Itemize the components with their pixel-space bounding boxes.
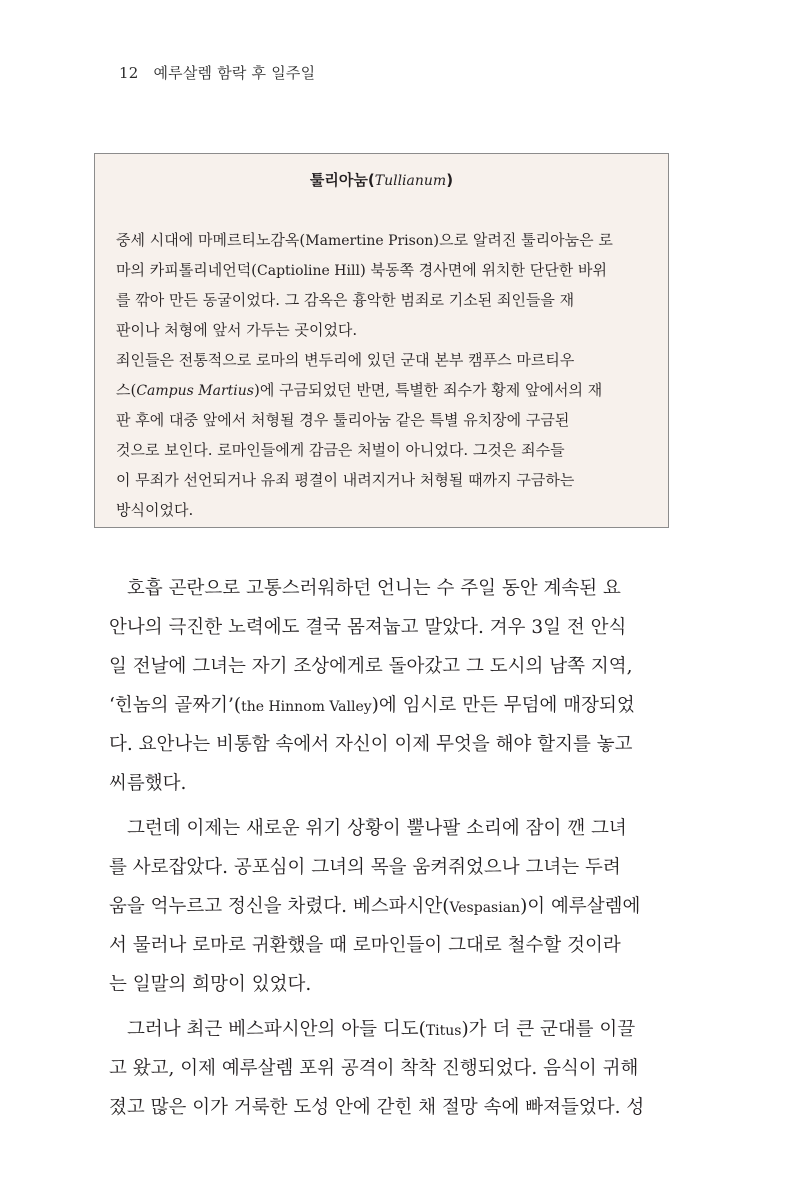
text-segment: 움을 억누르고 정신을 차렸다. 베스파시안( bbox=[109, 896, 450, 917]
sidebar-line bbox=[116, 436, 652, 466]
running-head bbox=[119, 62, 315, 83]
latin-term: Mamertine Prison bbox=[305, 233, 434, 249]
sidebar-line bbox=[116, 376, 652, 406]
body-line bbox=[109, 966, 669, 1005]
text-segment: 죄인들은 전통적으로 로마의 변두리에 있던 군대 본부 캠푸스 마르티우 bbox=[116, 351, 575, 369]
text-segment: 호흡 곤란으로 고통스러워하던 언니는 수 주일 동안 계속된 요 bbox=[127, 578, 621, 599]
sidebar-line bbox=[116, 466, 652, 496]
latin-term: Campus Martius bbox=[136, 383, 254, 399]
body-line bbox=[109, 927, 669, 966]
text-segment: 것으로 보인다. 로마인들에게 감금은 처벌이 아니었다. 그것은 죄수들 bbox=[116, 441, 565, 459]
body-line bbox=[109, 849, 669, 888]
page-number: 12 bbox=[119, 64, 139, 82]
text-segment: 고 왔고, 이제 예루살렘 포위 공격이 착착 진행되었다. 음식이 귀해 bbox=[109, 1058, 639, 1079]
text-segment: ‘힌놈의 골짜기’( bbox=[109, 695, 242, 716]
body-line bbox=[109, 765, 669, 804]
body-text bbox=[109, 570, 669, 1128]
sidebar-line bbox=[116, 406, 652, 436]
body-line bbox=[109, 1050, 669, 1089]
text-segment: 판 후에 대중 앞에서 처형될 경우 툴리아눔 같은 특별 유치장에 구금된 bbox=[116, 411, 570, 429]
text-segment: )가 더 큰 군대를 이끌 bbox=[461, 1019, 636, 1040]
text-segment: 이 무죄가 선언되거나 유죄 평결이 내려지거나 처형될 때까지 구금하는 bbox=[116, 471, 575, 489]
text-segment: )에 임시로 만든 무덤에 매장되었 bbox=[371, 695, 635, 716]
body-line bbox=[109, 648, 669, 687]
text-segment: 안나의 극진한 노력에도 결국 몸져눕고 말았다. 겨우 3일 전 안식 bbox=[109, 617, 627, 638]
sidebar-box bbox=[94, 153, 669, 528]
text-segment: 서 물러나 로마로 귀환했을 때 로마인들이 그대로 철수할 것이라 bbox=[109, 935, 621, 956]
latin-term: Captioline Hill bbox=[257, 263, 360, 279]
text-segment: 씨름했다. bbox=[109, 773, 187, 794]
text-segment: 중세 시대에 마메르티노감옥( bbox=[116, 231, 306, 249]
text-segment: 판이나 처형에 앞서 가두는 곳이었다. bbox=[116, 321, 358, 339]
text-segment: 그러나 최근 베스파시안의 아들 디도( bbox=[127, 1019, 426, 1040]
body-line bbox=[109, 687, 669, 726]
body-line bbox=[109, 1089, 669, 1128]
body-line bbox=[109, 726, 669, 765]
chapter-title: 예루살렘 함락 후 일주일 bbox=[153, 64, 316, 82]
text-segment: 를 깎아 만든 동굴이었다. 그 감옥은 흉악한 범죄로 기소된 죄인들을 재 bbox=[116, 291, 575, 309]
text-segment: )에 구금되었던 반면, 특별한 죄수가 황제 앞에서의 재 bbox=[253, 381, 603, 399]
sidebar-title-latin: Tullianum bbox=[374, 173, 447, 189]
body-line bbox=[109, 888, 669, 927]
sidebar-title-korean: 툴리아눔 bbox=[309, 171, 368, 189]
text-segment: 다. 요안나는 비통함 속에서 자신이 이제 무엇을 해야 할지를 놓고 bbox=[109, 734, 633, 755]
text-segment: 일 전날에 그녀는 자기 조상에게로 돌아갔고 그 도시의 남쪽 지역, bbox=[109, 656, 633, 677]
text-segment: 스( bbox=[116, 381, 137, 399]
sidebar-text bbox=[116, 226, 652, 526]
text-segment: 방식이었다. bbox=[116, 501, 194, 519]
sidebar-line bbox=[116, 496, 652, 526]
text-segment: 졌고 많은 이가 거룩한 도성 안에 갇힌 채 절망 속에 빠져들었다. 성 bbox=[109, 1097, 645, 1118]
body-line bbox=[109, 810, 669, 849]
text-segment: 를 사로잡았다. 공포심이 그녀의 목을 움켜쥐었으나 그녀는 두려 bbox=[109, 857, 621, 878]
sidebar-line bbox=[116, 256, 652, 286]
body-line bbox=[109, 570, 669, 609]
text-segment: )으로 알려진 툴리아눔은 로 bbox=[433, 231, 613, 249]
body-line bbox=[109, 609, 669, 648]
sidebar-title-paren-close: ) bbox=[446, 171, 454, 189]
latin-term: the Hinnom Valley bbox=[241, 699, 372, 715]
body-line bbox=[109, 1011, 669, 1050]
text-segment: )이 예루살렘에 bbox=[520, 896, 641, 917]
sidebar-line bbox=[116, 286, 652, 316]
latin-term: Titus bbox=[425, 1023, 462, 1039]
sidebar-line bbox=[116, 346, 652, 376]
sidebar-line bbox=[116, 226, 652, 256]
sidebar-title-paren-open: ( bbox=[367, 171, 375, 189]
text-segment: 마의 카피톨리네언덕( bbox=[116, 261, 258, 279]
text-segment: 그런데 이제는 새로운 위기 상황이 뿔나팔 소리에 잠이 깬 그녀 bbox=[127, 818, 627, 839]
sidebar-title bbox=[95, 169, 668, 190]
latin-term: Vespasian bbox=[449, 900, 521, 916]
text-segment: ) 북동쪽 경사면에 위치한 단단한 바위 bbox=[359, 261, 607, 279]
text-segment: 는 일말의 희망이 있었다. bbox=[109, 974, 312, 995]
sidebar-line bbox=[116, 316, 652, 346]
